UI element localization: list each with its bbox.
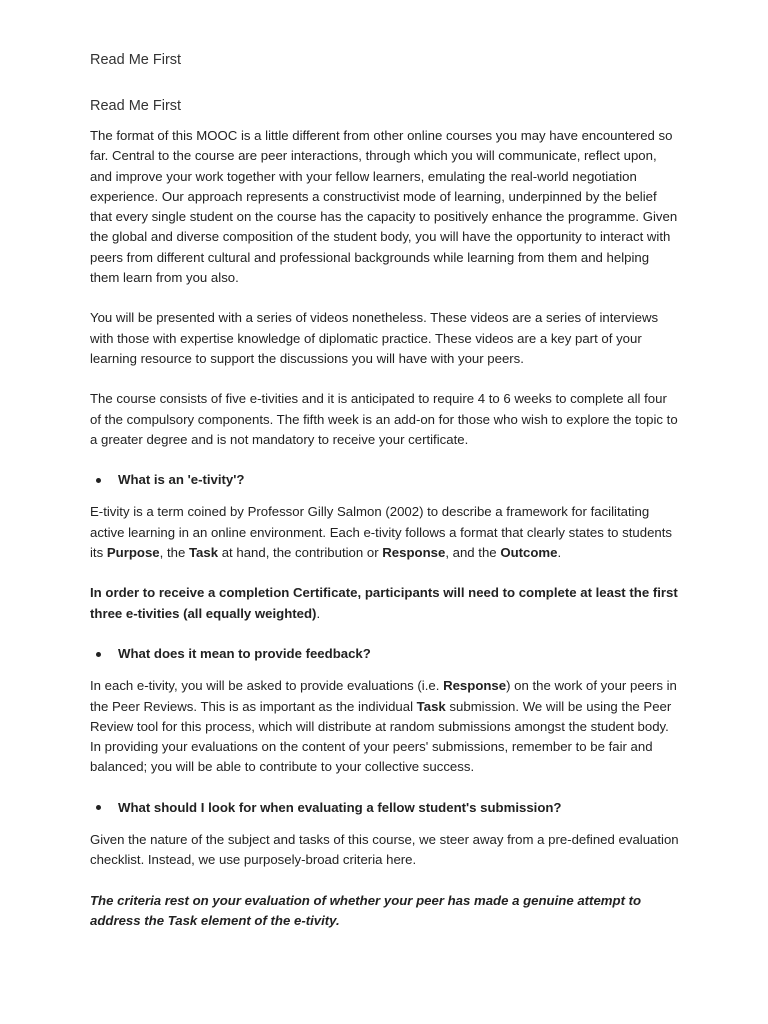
etivity-text-2: , the	[159, 545, 189, 561]
feedback-task-term: Task	[416, 698, 446, 714]
etivity-text-1: E-tivity is a term coined by Professor Gilly Salmon (2002) to describe a framework for facilitating active learning in an online environment. Each e-tivity follows a format that clearly states to students its	[90, 504, 673, 561]
etivity-text-4: , and the	[445, 545, 501, 561]
task-term: Task	[188, 545, 219, 561]
videos-paragraph: You will be presented with a series of videos nonetheless. These videos are a series of interviews with those with expertise knowledge of diplomatic practice. These videos are a key part of your learning resource to support the discussions you will have with your peers.	[90, 310, 659, 366]
certificate-end: .	[316, 605, 321, 621]
intro-paragraph: The format of this MOOC is a little different from other online courses you may have encountered so far. Central to the course are peer interactions, through which you will communicate, reflect upon, and improve your work together with your fellow learners, emulating the real-world negotiation experience. Our approach represents a constructivist mode of learning, underpinned by the belief that every single student on the course has the capacity to positively enhance the programme. Given the global and diverse composition of the student body, you will have the opportunity to interact with peers from different cultural and professional backgrounds while learning from them and helping them learn from you also.	[90, 128, 678, 286]
bullet-dot-icon	[96, 805, 101, 810]
etivity-text-5: .	[557, 545, 562, 561]
feedback-text-1: In each e-tivity, you will be asked to provide evaluations (i.e.	[90, 678, 444, 694]
response-term: Response	[382, 545, 446, 561]
question-feedback-text: What does it mean to provide feedback?	[118, 645, 371, 661]
certificate-paragraph	[90, 583, 680, 624]
structure-paragraph: The course consists of five e-tivities and it is anticipated to require 4 to 6 weeks to complete all four of the compulsory components. The fifth week is an add-on for those who wish to explore the topic to a greater degree and is not mandatory to receive your certificate.	[90, 391, 678, 447]
question-etivity-text: What is an 'e-tivity'?	[118, 472, 245, 488]
feedback-response-term: Response	[443, 678, 507, 694]
question-feedback	[90, 644, 680, 664]
document-title: Read Me First	[90, 98, 182, 114]
criteria-intro-paragraph: Given the nature of the subject and tasks of this course, we steer away from a pre-defined evaluation checklist. Instead, we use purposely-broad criteria here.	[90, 832, 679, 868]
document-content	[90, 50, 680, 931]
document-header-title: Read Me First	[90, 52, 182, 68]
question-evaluation-text: What should I look for when evaluating a fellow student's submission?	[118, 799, 562, 815]
question-etivity	[90, 470, 680, 490]
bullet-dot-icon	[96, 652, 101, 657]
purpose-term: Purpose	[106, 545, 160, 561]
etivity-paragraph	[90, 502, 680, 563]
feedback-text-2: ) on the work of your peers in the Peer Reviews. This is as important as the individual	[90, 678, 677, 714]
feedback-paragraph	[90, 676, 680, 777]
feedback-text-3: submission. We will be using the Peer Review tool for this process, which will distribute at random submissions amongst the student body. In providing your evaluations on the content of your peers' submissions, remember to be fair and balanced; you will be able to contribute to your collective success.	[90, 698, 672, 775]
bullet-dot-icon	[96, 478, 101, 483]
outcome-term: Outcome	[500, 545, 558, 561]
certificate-text: In order to receive a completion Certificate, participants will need to complete at least the first three e-tivities (all equally weighted)	[90, 585, 678, 621]
criteria-paragraph: The criteria rest on your evaluation of whether your peer has made a genuine attempt to address the Task element of the e-tivity.	[90, 892, 642, 928]
question-evaluation	[90, 798, 680, 818]
etivity-text-3: at hand, the contribution or	[218, 545, 383, 561]
